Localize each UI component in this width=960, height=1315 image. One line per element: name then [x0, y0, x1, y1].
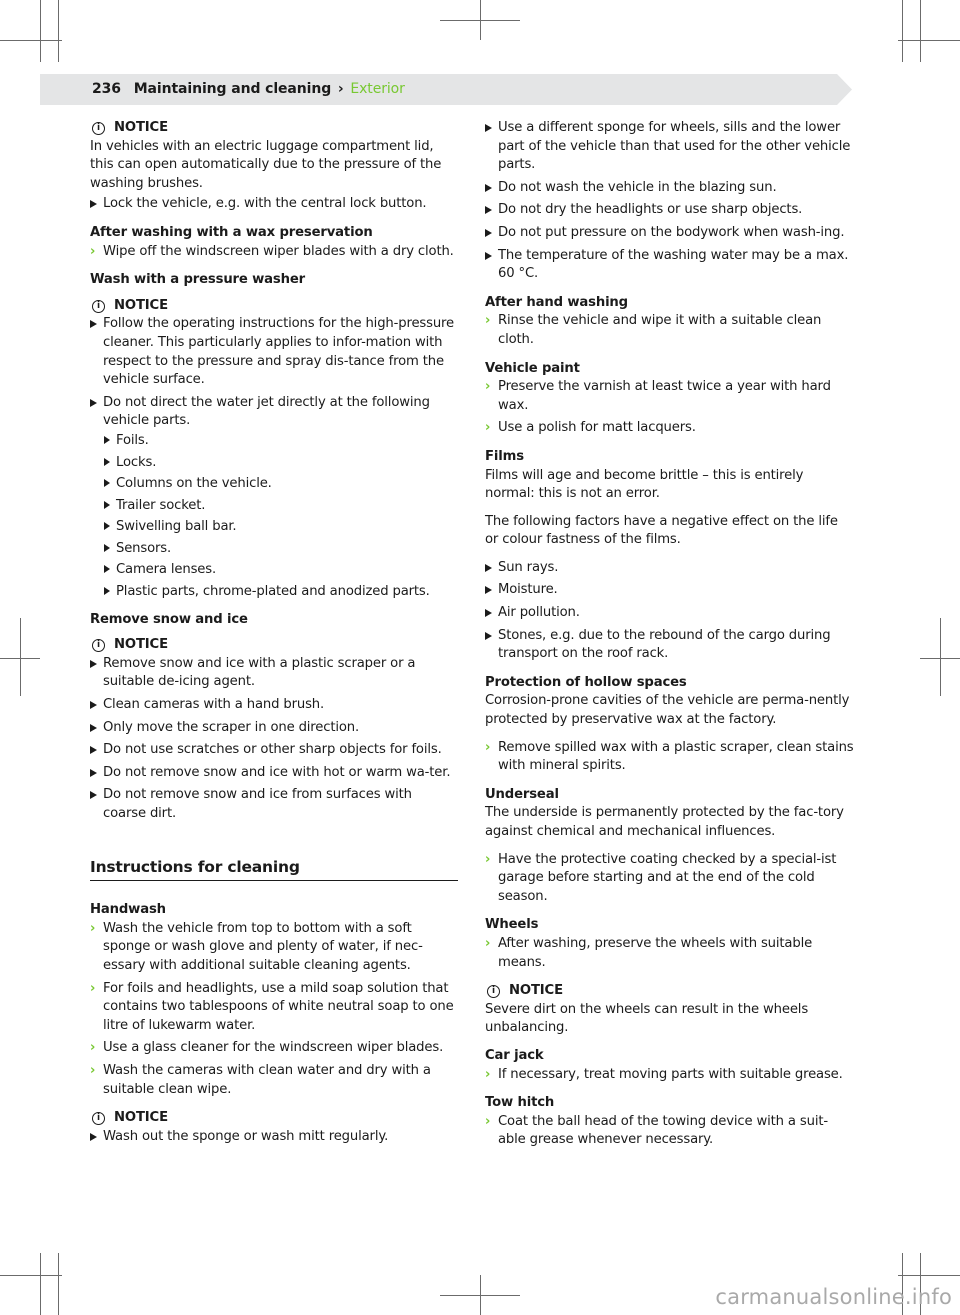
step-item: › Use a glass cleaner for the windscreen wiper blades.	[90, 1039, 458, 1058]
info-circle-icon: i	[92, 1112, 105, 1125]
section-heading: Wheels	[485, 917, 539, 933]
page-number: 236	[92, 81, 121, 97]
paragraph: Corrosion-prone cavities of the vehicle are perma-nently protected by preservative wax at the factory.	[485, 693, 850, 728]
list-item: The temperature of the washing water may be a max. 60 °C.	[485, 247, 855, 284]
section-heading: Protection of hollow spaces	[485, 674, 687, 690]
step-item: › Wash the cameras with clean water and dry with a suitable clean wipe.	[90, 1062, 431, 1097]
chevron-right-icon: ›	[485, 379, 491, 395]
sub-list-item: Locks.	[90, 454, 458, 473]
list-item: Do not remove snow and ice from surfaces with coarse dirt.	[90, 786, 458, 823]
chevron-right-icon: ›	[485, 851, 491, 867]
paragraph: Films will age and become brittle – this is entirely normal: this is not an error.	[485, 467, 804, 502]
step-item: › Use a polish for matt lacquers.	[485, 419, 855, 438]
step-item: › After washing, preserve the wheels with suitable means.	[485, 935, 813, 970]
sub-list-item: Camera lenses.	[90, 561, 458, 580]
notice-heading: i NOTICE	[90, 1109, 458, 1128]
breadcrumb-subsection[interactable]: Exterior	[350, 81, 405, 97]
paragraph: The underside is permanently protected by the fac-tory against chemical and mechanical influences.	[485, 805, 844, 839]
list-item: Wash out the sponge or wash mitt regularly.	[90, 1128, 458, 1147]
list-item: Only move the scraper in one direction.	[90, 719, 458, 738]
chevron-right-icon: ›	[485, 1066, 491, 1082]
chevron-right-icon: ›	[90, 1062, 96, 1078]
chevron-right-icon: ›	[90, 243, 96, 259]
section-heading: Remove snow and ice	[90, 611, 248, 627]
info-circle-icon: i	[92, 122, 105, 135]
sub-list-item: Foils.	[90, 432, 458, 451]
notice-text: In vehicles with an electric luggage compartment lid, this can open automatically due to the pressure of the washing brushes.	[90, 138, 442, 191]
section-heading: After hand washing	[485, 294, 628, 310]
paragraph: The following factors have a negative effect on the life or colour fastness of the films.	[485, 513, 838, 548]
info-circle-icon: i	[92, 639, 105, 652]
section-heading: Underseal	[485, 786, 559, 802]
section-heading: Tow hitch	[485, 1095, 555, 1111]
list-item: Remove snow and ice with a plastic scraper or a suitable de-icing agent.	[90, 655, 458, 692]
list-item: Air pollution.	[485, 604, 855, 623]
section-heading: After washing with a wax preservation	[90, 224, 373, 240]
watermark: carmanualsonline.info	[715, 1285, 952, 1309]
list-item: Moisture.	[485, 581, 855, 600]
sub-list-item: Sensors.	[90, 540, 458, 559]
section-heading: Wash with a pressure washer	[90, 272, 306, 288]
list-item: Do not put pressure on the bodywork when wash-ing.	[485, 224, 855, 243]
list-item: Do not remove snow and ice with hot or warm wa-ter.	[90, 764, 458, 783]
sub-list-item: Swivelling ball bar.	[90, 518, 458, 537]
notice-text: Severe dirt on the wheels can result in the wheels unbalancing.	[485, 1001, 809, 1036]
section-heading: Car jack	[485, 1047, 544, 1063]
step-item: › Wash the vehicle from top to bottom with a soft sponge or wash glove and plenty of water, if nec-essary with additional suitable cleaning agents.	[90, 920, 423, 973]
step-item: › For foils and headlights, use a mild soap solution that contains two tablespoons of white neutral soap to one litre of lukewarm water.	[90, 980, 454, 1033]
sub-list-item: Trailer socket.	[90, 497, 458, 516]
info-circle-icon: i	[92, 300, 105, 313]
chevron-right-icon: ›	[485, 313, 491, 329]
list-item: Do not wash the vehicle in the blazing sun.	[485, 179, 855, 198]
list-item: Do not use scratches or other sharp objects for foils.	[90, 741, 458, 760]
chevron-right-icon: ›	[90, 980, 96, 996]
chevron-right-icon: ›	[485, 935, 491, 951]
breadcrumb-separator: ›	[337, 81, 344, 97]
step-item: › Preserve the varnish at least twice a year with hard wax.	[485, 379, 831, 413]
chevron-right-icon: ›	[485, 739, 491, 755]
list-item: Use a different sponge for wheels, sills and the lower part of the vehicle than that used for the other vehicle parts.	[485, 119, 855, 175]
step-item: › Wipe off the windscreen wiper blades with a dry cloth.	[90, 243, 458, 262]
chevron-right-icon: ›	[90, 1040, 96, 1056]
notice-heading: i NOTICE	[90, 636, 458, 655]
breadcrumb	[92, 81, 405, 97]
step-item: › Remove spilled wax with a plastic scraper, clean stains with mineral spirits.	[485, 739, 854, 774]
section-heading: Vehicle paint	[485, 360, 580, 376]
list-item: Stones, e.g. due to the rebound of the cargo during transport on the roof rack.	[485, 627, 855, 664]
list-item: Do not dry the headlights or use sharp objects.	[485, 201, 855, 220]
section-heading: Handwash	[90, 902, 166, 918]
info-circle-icon: i	[487, 985, 500, 998]
list-item: Lock the vehicle, e.g. with the central lock button.	[90, 195, 458, 214]
step-item: › Rinse the vehicle and wipe it with a suitable clean cloth.	[485, 313, 822, 347]
left-column	[90, 119, 458, 1150]
notice-heading: i NOTICE	[90, 119, 458, 138]
step-item: › Have the protective coating checked by a special-ist garage before starting and at the end of the cold season.	[485, 851, 837, 904]
notice-heading: i NOTICE	[485, 982, 855, 1001]
chevron-right-icon: ›	[485, 1113, 491, 1129]
sub-list-item: Plastic parts, chrome-plated and anodized parts.	[90, 583, 458, 602]
right-column	[485, 119, 855, 1154]
step-item: › Coat the ball head of the towing device with a suit-able grease whenever necessary.	[485, 1113, 828, 1148]
list-item: Clean cameras with a hand brush.	[90, 696, 458, 715]
section-title: Instructions for cleaning	[90, 858, 458, 882]
list-item: Follow the operating instructions for the high-pressure cleaner. This particularly applies to infor-mation with respect to the pressure and spray dis-tance from the vehicle surface.	[90, 315, 458, 389]
chevron-right-icon: ›	[90, 920, 96, 936]
step-item: › If necessary, treat moving parts with suitable grease.	[485, 1066, 855, 1085]
notice-heading: i NOTICE	[90, 297, 458, 316]
chevron-right-icon: ›	[485, 420, 491, 436]
list-item: Do not direct the water jet directly at the following vehicle parts.	[90, 394, 458, 431]
sub-list-item: Columns on the vehicle.	[90, 475, 458, 494]
list-item: Sun rays.	[485, 559, 855, 578]
section-heading: Films	[485, 448, 524, 464]
breadcrumb-section[interactable]: Maintaining and cleaning	[133, 81, 332, 97]
